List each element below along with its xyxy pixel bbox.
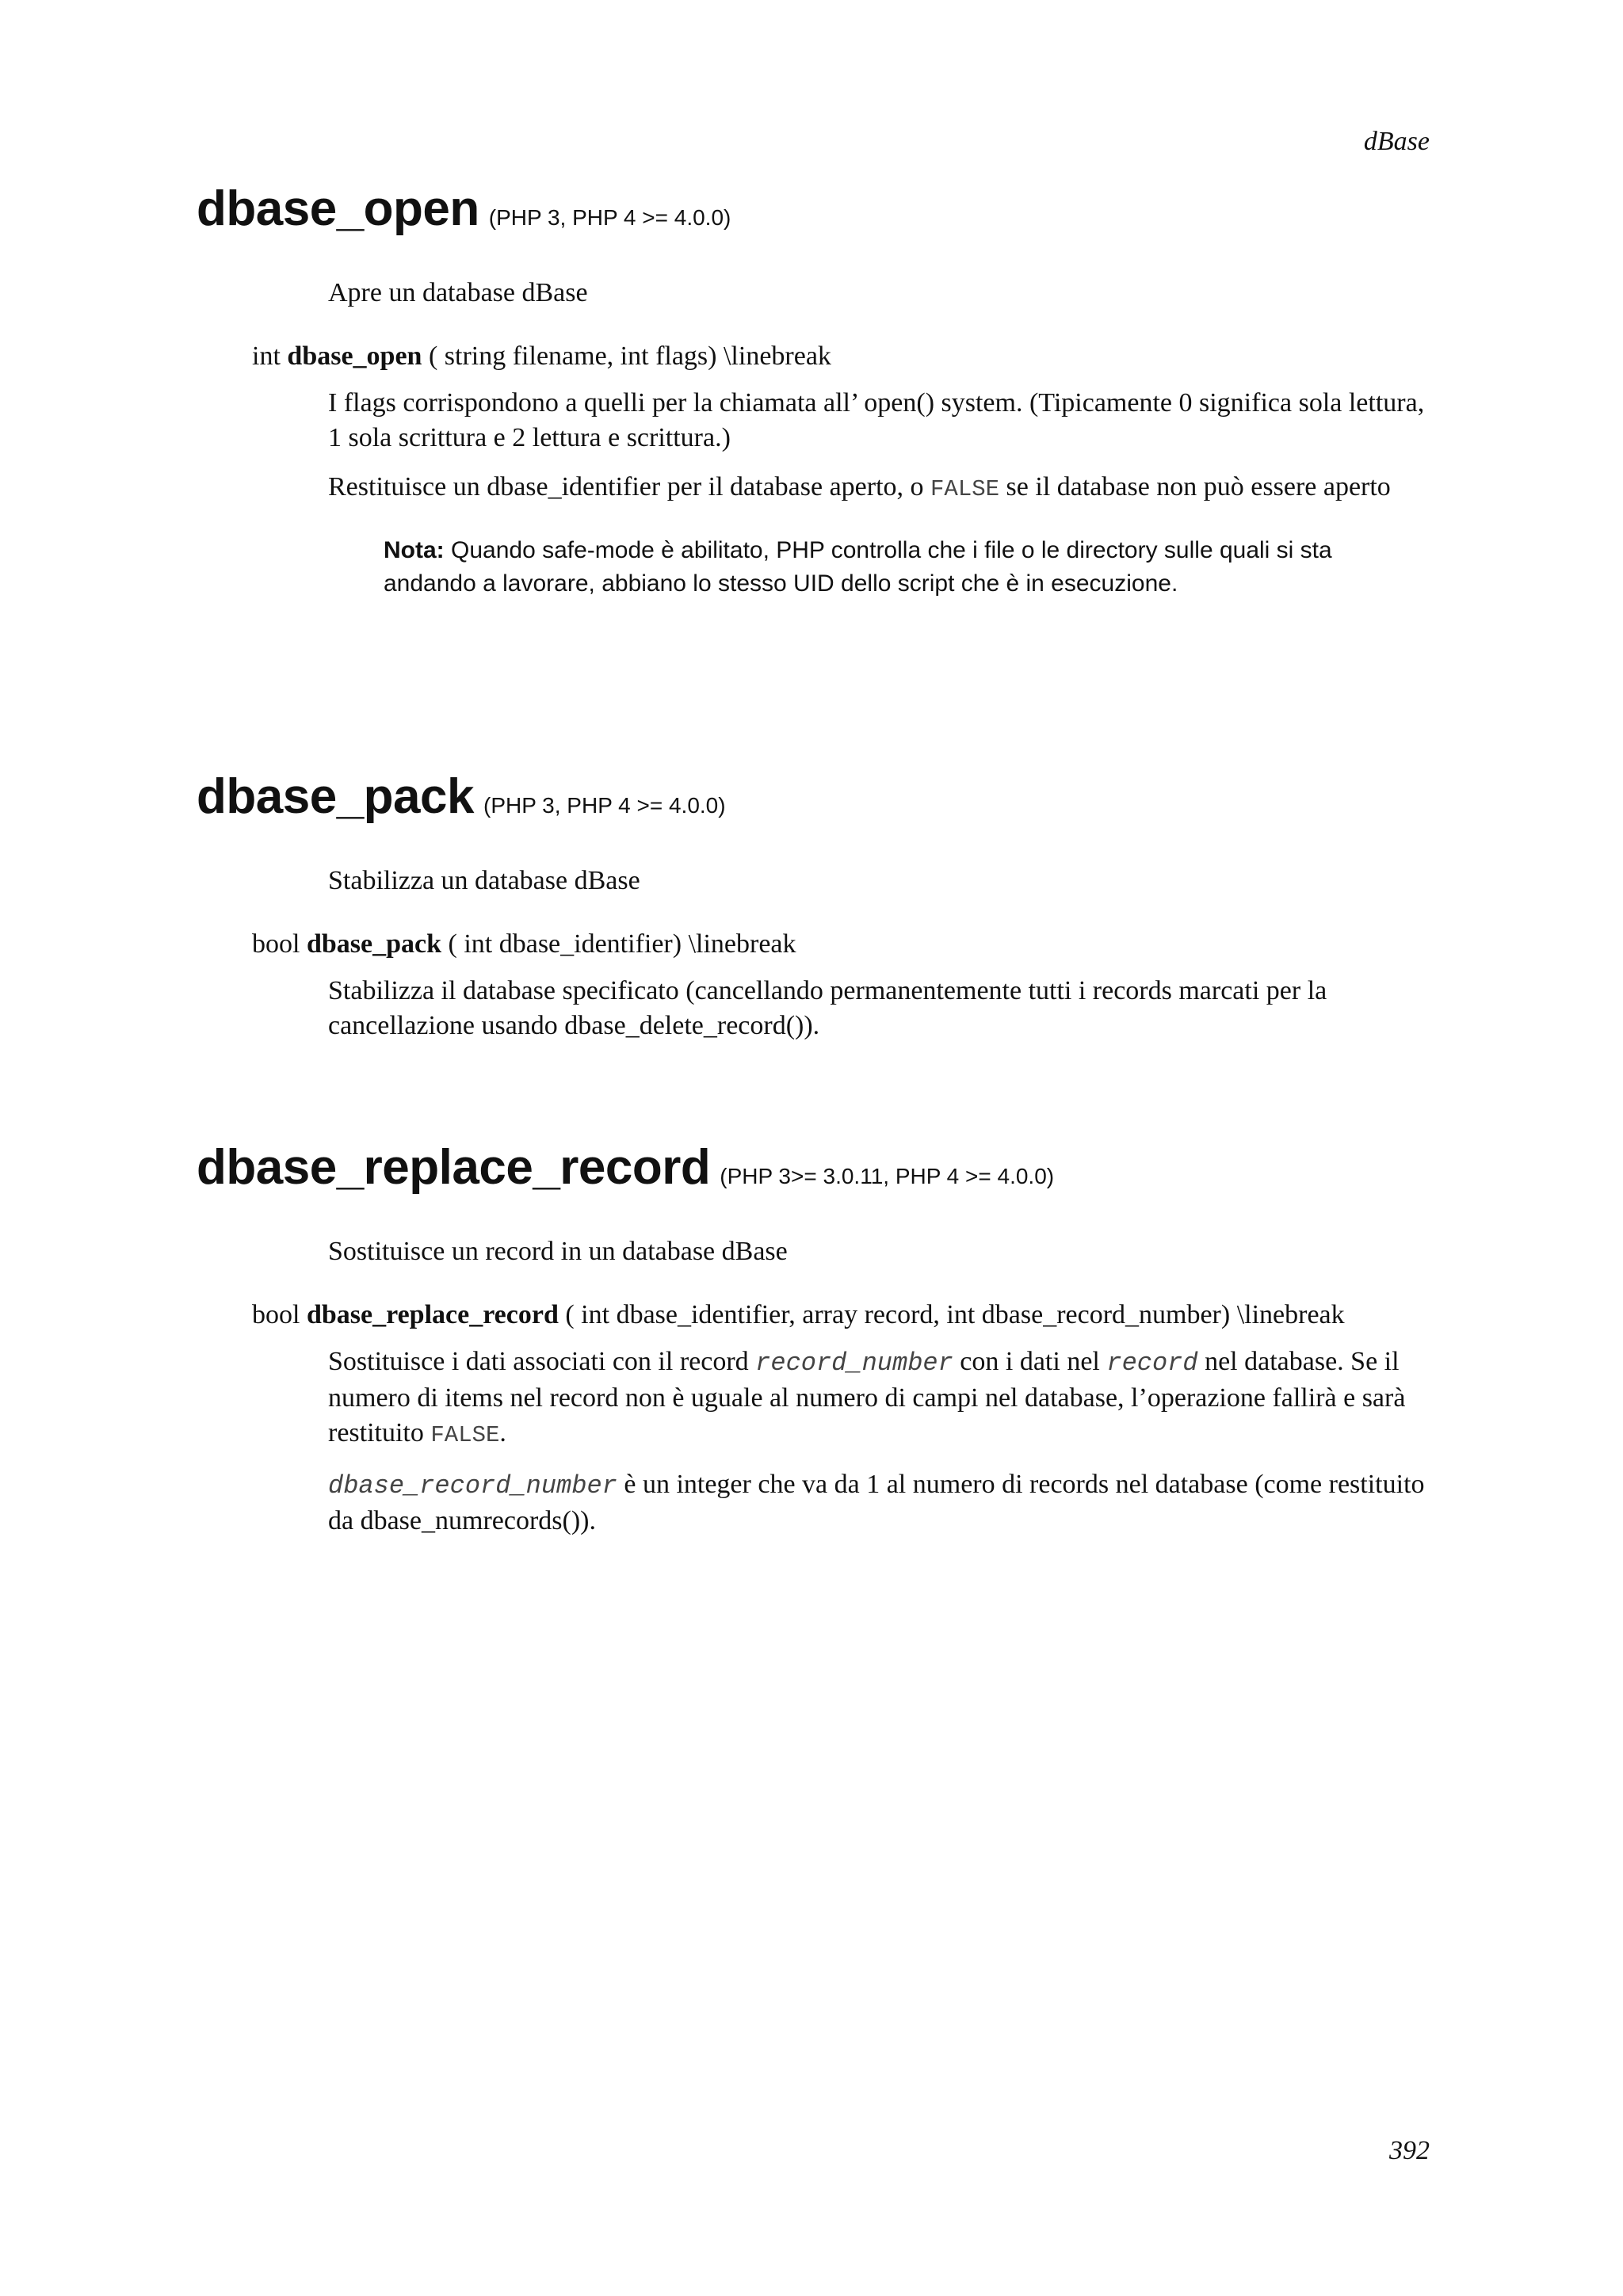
text-run: .: [499, 1418, 506, 1447]
function-purpose: Sostituisce un record in un database dBase: [328, 1237, 788, 1266]
return-type: bool: [252, 929, 300, 959]
description-paragraph: I flags corrispondono a quelli per la chiamata all’ open() system. (Tipicamente 0 significa sola lettura, 1 sola scrittura e 2 lettura e scrittura.): [328, 388, 1425, 452]
function-version: (PHP 3>= 3.0.11, PHP 4 >= 4.0.0): [720, 1164, 1055, 1188]
note-text: Quando safe-mode è abilitato, PHP controlla che i file o le directory sulle quali si sta andando a lavorare, abbiano lo stesso UID dello script che è in esecuzione.: [384, 537, 1332, 597]
return-paragraph: [328, 470, 1438, 507]
description-paragraph: [328, 1344, 1438, 1453]
synopsis-args: ( string filename, int flags) \linebreak: [428, 341, 831, 371]
text-run: Sostituisce i dati associati con il record: [328, 1347, 749, 1376]
note-label: Nota:: [384, 537, 445, 563]
parameter-record: record: [1106, 1348, 1198, 1378]
function-version: (PHP 3, PHP 4 >= 4.0.0): [488, 205, 731, 230]
function-purpose: Stabilizza un database dBase: [328, 866, 640, 895]
description-paragraph: Stabilizza il database specificato (cancellando permanentemente tutti i records marcati per la cancellazione usando dbase_delete_record()).: [328, 976, 1327, 1040]
text-run: con i dati nel: [960, 1347, 1100, 1376]
function-synopsis: [252, 929, 1433, 959]
return-type: int: [252, 341, 281, 371]
function-version: (PHP 3, PHP 4 >= 4.0.0): [483, 793, 726, 818]
function-title: [197, 769, 1433, 825]
parameter-dbase-record-number: dbase_record_number: [328, 1471, 617, 1501]
synopsis-args: ( int dbase_identifier) \linebreak: [448, 929, 796, 959]
function-purpose: Apre un database dBase: [328, 278, 588, 307]
function-title: [197, 1139, 1433, 1196]
synopsis-function-name: dbase_pack: [306, 929, 442, 959]
text-run: Restituisce un dbase_identifier per il database aperto, o: [328, 472, 924, 502]
false-literal: FALSE: [930, 476, 1000, 502]
synopsis-function-name: dbase_replace_record: [306, 1300, 559, 1329]
synopsis-args: ( int dbase_identifier, array record, int dbase_record_number) \linebreak: [565, 1300, 1345, 1329]
running-header: dBase: [1363, 127, 1430, 156]
page-number: 392: [1389, 2136, 1430, 2165]
synopsis-function-name: dbase_open: [287, 341, 422, 371]
parameter-record-number: record_number: [755, 1348, 953, 1378]
function-synopsis: [252, 341, 1433, 372]
entry-dbase-replace-record: [197, 1139, 1433, 1539]
function-synopsis: [252, 1300, 1433, 1330]
function-name: dbase_open: [197, 181, 479, 236]
false-literal: FALSE: [430, 1422, 500, 1448]
text-run: nel database. Se il numero di items nel record non è uguale al numero di campi nel database, l’operazione fallirà e sarà restituito: [328, 1347, 1406, 1447]
note-box: [384, 534, 1430, 601]
text-run: se il database non può essere aperto: [1006, 472, 1391, 502]
parameter-paragraph: [328, 1467, 1438, 1539]
entry-dbase-pack: [197, 769, 1433, 1043]
entry-dbase-open: [197, 181, 1433, 601]
text-run: è un integer che va da 1 al numero di records nel database (come restituito da dbase_numrecords()).: [328, 1470, 1425, 1535]
function-title: [197, 181, 1433, 237]
return-type: bool: [252, 1300, 300, 1329]
function-name: dbase_replace_record: [197, 1140, 711, 1195]
function-name: dbase_pack: [197, 769, 474, 824]
